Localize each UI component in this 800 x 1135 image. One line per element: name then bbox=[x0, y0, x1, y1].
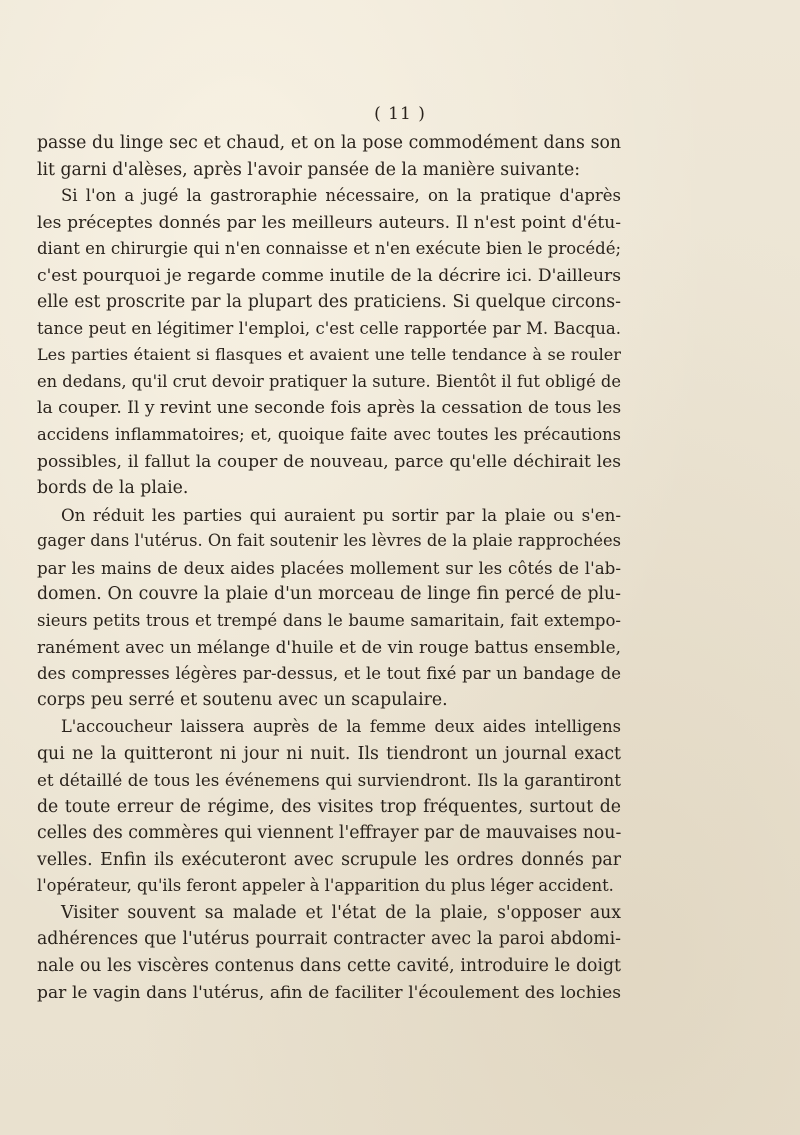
text-line: celles des commères qui viennent l'effrayer par de mauvaises nou- bbox=[37, 823, 622, 844]
text-line: l'opérateur, qu'ils feront appeler à l'apparition du plus léger accident. bbox=[37, 876, 614, 896]
page-number: ( 11 ) bbox=[374, 104, 426, 124]
text-line: Si l'on a jugé la gastroraphie nécessaire, on la pratique d'après bbox=[61, 186, 621, 206]
text-line: velles. Enfin ils exécuteront avec scrupule les ordres donnés par bbox=[37, 849, 621, 870]
text-line: nale ou les viscères contenus dans cette cavité, introduire le doigt bbox=[37, 955, 621, 976]
text-line: gager dans l'utérus. On fait soutenir les lèvres de la plaie rapprochées bbox=[37, 531, 621, 551]
text-line: bords de la plaie. bbox=[37, 478, 189, 499]
text-line: corps peu serré et soutenu avec un scapulaire. bbox=[37, 690, 448, 711]
text-line: tance peut en légitimer l'emploi, c'est celle rapportée par M. Bacqua. bbox=[37, 318, 621, 338]
text-line: la couper. Il y revint une seconde fois après la cessation de tous les bbox=[37, 398, 622, 419]
text-line: qui ne la quitteront ni jour ni nuit. Ils tiendront un journal exact bbox=[37, 743, 621, 764]
text-line: diant en chirurgie qui n'en connaisse et n'en exécute bien le procédé; bbox=[37, 239, 622, 259]
text-line: sieurs petits trous et trempé dans le baume samaritain, fait extempo- bbox=[37, 610, 621, 630]
text-line: Les parties étaient si flasques et avaient une telle tendance à se rouler bbox=[37, 345, 621, 365]
text-line: passe du linge sec et chaud, et on la pose commodément dans son bbox=[37, 133, 621, 153]
text-line: L'accoucheur laissera auprès de la femme deux aides intelligens bbox=[61, 717, 621, 737]
text-line: par les mains de deux aides placées mollement sur les côtés de l'ab- bbox=[37, 557, 621, 578]
text-line: et détaillé de tous les événemens qui surviendront. Ils la garantiront bbox=[37, 770, 621, 791]
text-line: des compresses légères par-dessus, et le tout fixé par un bandage de bbox=[37, 663, 621, 683]
text-line: adhérences que l'utérus pourrait contracter avec la paroi abdomi- bbox=[37, 929, 621, 950]
text-line: les préceptes donnés par les meilleurs auteurs. Il n'est point d'étu- bbox=[37, 212, 621, 233]
text-line: Visiter souvent sa malade et l'état de la plaie, s'opposer aux bbox=[61, 902, 621, 923]
text-line: On réduit les parties qui auraient pu sortir par la plaie ou s'en- bbox=[61, 504, 621, 525]
text-line: domen. On couvre la plaie d'un morceau de linge fin percé de plu- bbox=[37, 584, 621, 605]
text-line: de toute erreur de régime, des visites trop fréquentes, surtout de bbox=[37, 796, 621, 817]
text-line: lit garni d'alèses, après l'avoir pansée de la manière suivante: bbox=[37, 159, 581, 180]
text-line: par le vagin dans l'utérus, afin de faciliter l'écoulement des lochies bbox=[37, 982, 621, 1003]
text-line: possibles, il fallut la couper de nouveau, parce qu'elle déchirait les bbox=[37, 451, 621, 472]
text-line: ranément avec un mélange d'huile et de vin rouge battus ensemble, bbox=[37, 637, 621, 658]
text-line: accidens inflammatoires; et, quoique faite avec toutes les précautions bbox=[37, 425, 621, 445]
text-line: c'est pourquoi je regarde comme inutile de la décrire ici. D'ailleurs bbox=[37, 265, 621, 286]
text-line: en dedans, qu'il crut devoir pratiquer la suture. Bientôt il fut obligé de bbox=[37, 371, 621, 391]
text-line: elle est proscrite par la plupart des praticiens. Si quelque circons- bbox=[37, 292, 621, 313]
body-text bbox=[37, 130, 621, 1006]
